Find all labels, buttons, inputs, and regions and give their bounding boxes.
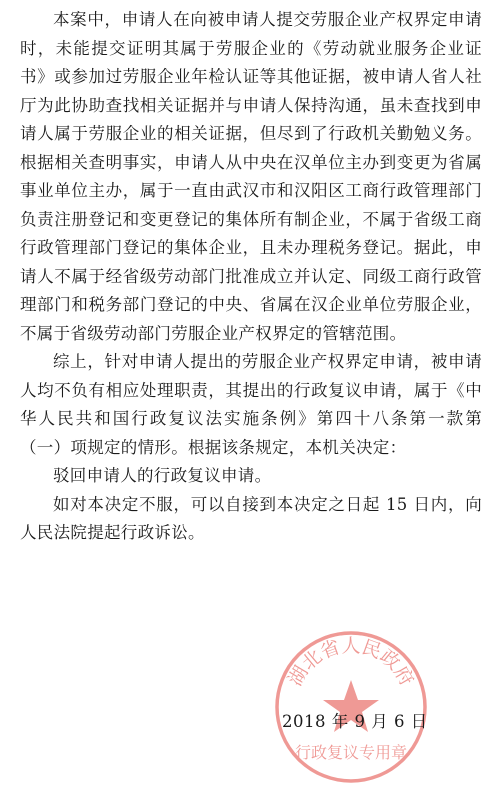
seal-outer-text: 湖北省人民政府 bbox=[284, 634, 418, 690]
official-seal bbox=[272, 628, 430, 786]
paragraph-decision: 驳回申请人的行政复议申请。 bbox=[53, 466, 272, 485]
paragraph-case-analysis: 本案中，申请人在向被申请人提交劳服企业产权界定申请时，未能提交证明其属于劳服企业的《劳动就业服务企业证书》或参加过劳服企业年检认证等其他证据，被申请人省人社厅为此协助查找相关证据并与申请人保持沟通，虽未查找到申请人属于劳服企业的相关证据，但尽到了行政机关勤勉义务。根据相关查明事实，申请人从中央在汉单位主办到变更为省属事业单位主办，属于一直由武汉市和汉阳区工商行政管理部门负责注册登记和变更登记的集体所有制企业，不属于省级工商行政管理部门登记的集体企业，且未办理税务登记。据此，申请人不属于经省级劳动部门批准成立并认定、同级工商行政管理部门和税务部门登记的中央、省属在汉企业单位劳服企业，不属于省级劳动部门劳服企业产权界定的管辖范围。 bbox=[20, 10, 482, 343]
paragraph-appeal-notice: 如对本决定不服，可以自接到本决定之日起 15 日内，向人民法院提起行政诉讼。 bbox=[20, 494, 482, 542]
paragraph-conclusion: 综上，针对申请人提出的劳服企业产权界定申请，被申请人均不负有相应处理职责，其提出的行政复议申请，属于《中华人民共和国行政复议法实施条例》第四十八条第一款第（一）项规定的情形。根据该条规定，本机关决定： bbox=[20, 352, 482, 457]
document-date: 2018 年 9 月 6 日 bbox=[282, 712, 428, 731]
seal-inner-text: 行政复议专用章 bbox=[294, 743, 408, 762]
